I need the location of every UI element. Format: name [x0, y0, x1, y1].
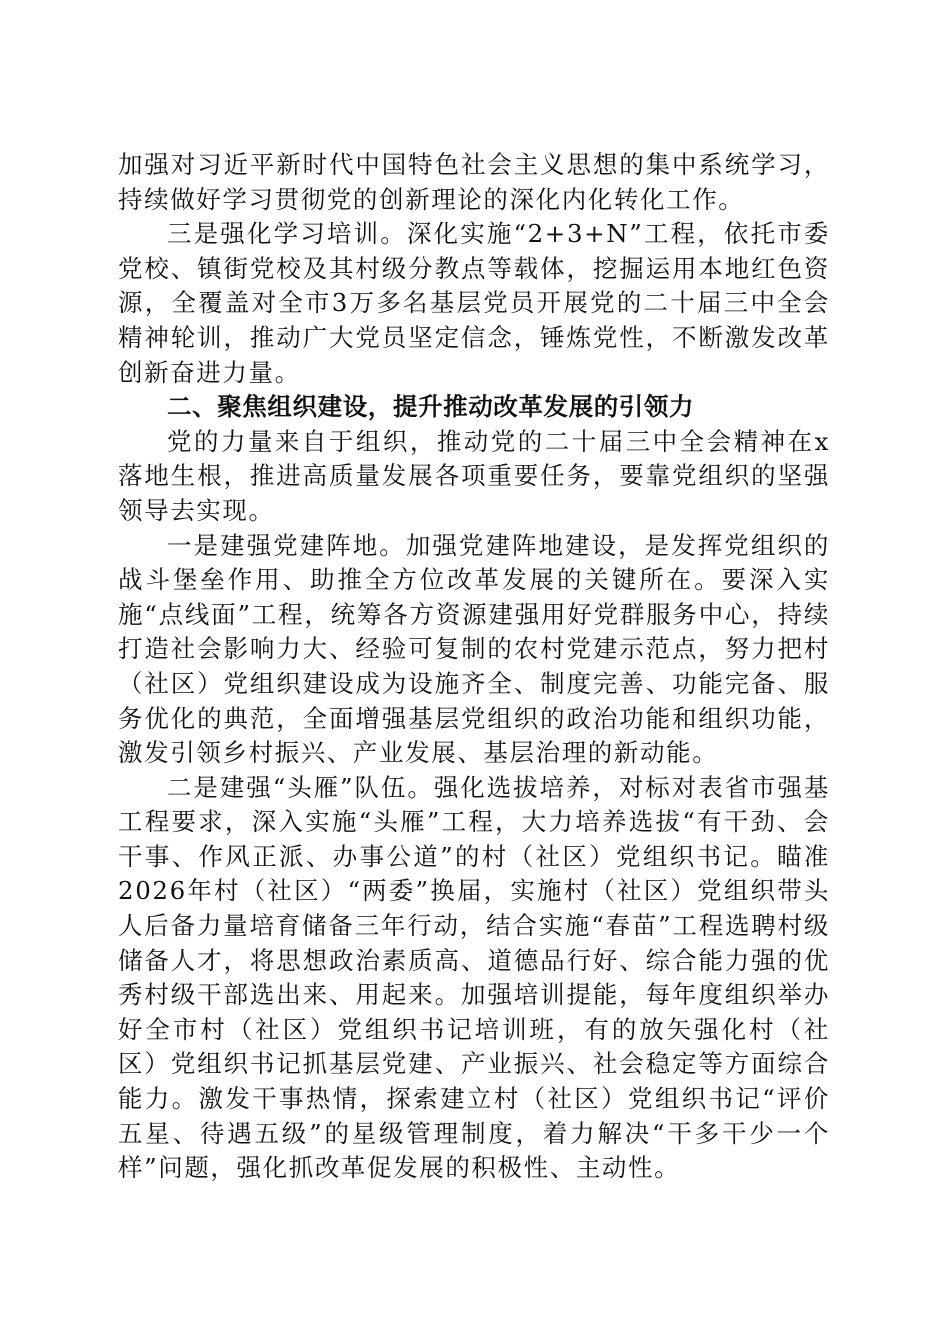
paragraph-organization-intro: 党的力量来自于组织，推动党的二十届三中全会精神在x落地生根，推进高质量发展各项重要任务，要靠党组织的坚强领导去实现。: [118, 426, 830, 525]
paragraph-leader-team: 二是建强“头雁”队伍。强化选拔培养，对标对表省市强基工程要求，深入实施“头雁”工程，大力培养选拔“有干劲、会干事、作风正派、办事公道”的村（社区）党组织书记。瞄准2026年村（社区）“两委”换届，实施村（社区）党组织带头人后备力量培育储备三年行动，结合实施“春苗”工程选聘村级储备人才，将思想政治素质高、道德品行好、综合能力强的优秀村级干部选出来、用起来。加强培训提能，每年度组织举办好全市村（社区）党组织书记培训班，有的放矢强化村（社区）党组织书记抓基层党建、产业振兴、社会稳定等方面综合能力。激发干事热情，探索建立村（社区）党组织书记“评价五星、待遇五级”的星级管理制度，着力解决“干多干少一个样”问题，强化抓改革促发展的积极性、主动性。: [118, 772, 830, 1183]
paragraph-training: 三是强化学习培训。深化实施“2+3+N”工程，依托市委党校、镇街党校及其村级分教点等载体，挖掘运用本地红色资源，全覆盖对全市3万多名基层党员开展党的二十届三中全会精神轮训，推动广大党员坚定信念，锤炼党性，不断激发改革创新奋进力量。: [118, 219, 830, 387]
document-body: [118, 148, 830, 1186]
paragraph-continued-study: 加强对习近平新时代中国特色社会主义思想的集中系统学习，持续做好学习贯彻党的创新理论的深化内化转化工作。: [118, 150, 830, 214]
paragraph-party-positions: 一是建强党建阵地。加强党建阵地建设，是发挥党组织的战斗堡垒作用、助推全方位改革发展的关键所在。要深入实施“点线面”工程，统筹各方资源建强用好党群服务中心，持续打造社会影响力大、经验可复制的农村党建示范点，努力把村（社区）党组织建设成为设施齐全、制度完善、功能完备、服务优化的典范，全面增强基层党组织的政治功能和组织功能，激发引领乡村振兴、产业发展、基层治理的新动能。: [118, 530, 830, 768]
section-heading-organization: 二、聚焦组织建设，提升推动改革发展的引领力: [167, 392, 695, 422]
